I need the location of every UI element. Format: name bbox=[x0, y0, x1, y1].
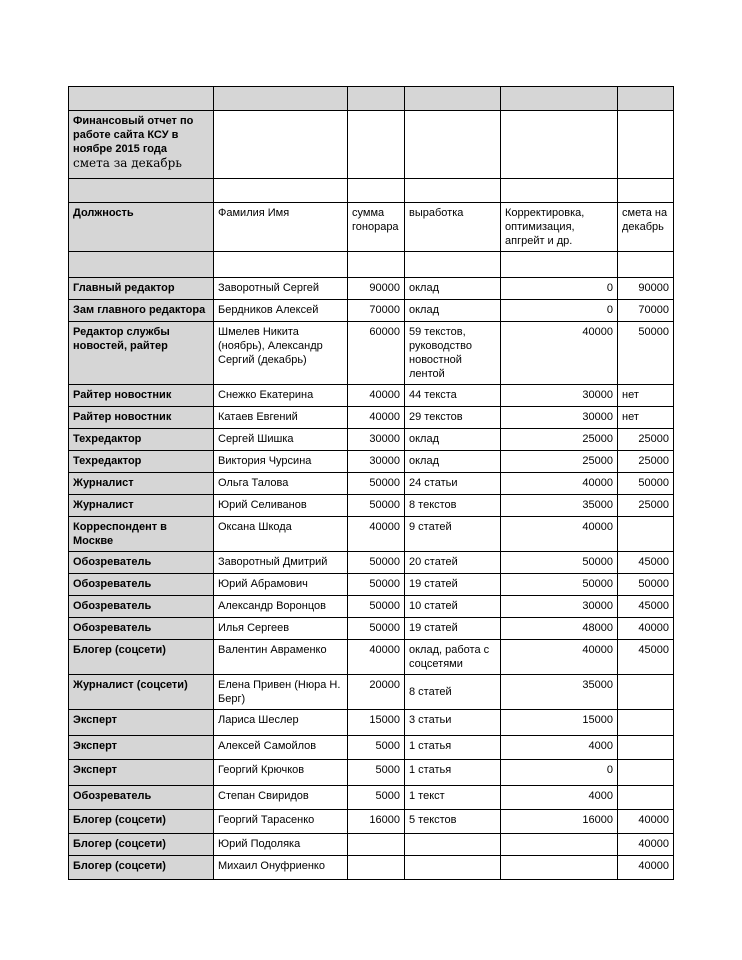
fee-cell bbox=[348, 856, 405, 880]
table-row bbox=[69, 517, 674, 552]
estimate-cell: 40000 bbox=[618, 856, 674, 880]
financial-report-table bbox=[68, 86, 674, 880]
table-row bbox=[69, 856, 674, 880]
position-cell: Обозреватель bbox=[69, 618, 214, 640]
adjustment-cell: 30000 bbox=[501, 385, 618, 407]
adjustment-cell: 4000 bbox=[501, 736, 618, 760]
adjustment-cell bbox=[501, 834, 618, 856]
name-cell: Александр Воронцов bbox=[214, 596, 348, 618]
name-cell: Юрий Селиванов bbox=[214, 495, 348, 517]
fee-cell: 30000 bbox=[348, 451, 405, 473]
header-output: выработка bbox=[405, 203, 501, 252]
output-cell: 8 текстов bbox=[405, 495, 501, 517]
adjustment-cell: 35000 bbox=[501, 495, 618, 517]
table-row bbox=[69, 760, 674, 786]
name-cell: Лариса Шеслер bbox=[214, 710, 348, 736]
output-cell: оклад bbox=[405, 278, 501, 300]
output-cell bbox=[405, 834, 501, 856]
adjustment-cell: 50000 bbox=[501, 574, 618, 596]
estimate-cell: 50000 bbox=[618, 322, 674, 385]
estimate-cell: 25000 bbox=[618, 429, 674, 451]
position-cell: Эксперт bbox=[69, 710, 214, 736]
position-cell: Главный редактор bbox=[69, 278, 214, 300]
adjustment-cell: 15000 bbox=[501, 710, 618, 736]
position-cell: Обозреватель bbox=[69, 552, 214, 574]
output-cell: 1 текст bbox=[405, 786, 501, 810]
table-row bbox=[69, 385, 674, 407]
table-row bbox=[69, 618, 674, 640]
position-cell: Обозреватель bbox=[69, 786, 214, 810]
estimate-cell: 40000 bbox=[618, 834, 674, 856]
position-cell: Блогер (соцсети) bbox=[69, 640, 214, 675]
header-position: Должность bbox=[69, 203, 214, 252]
output-cell: 1 статья bbox=[405, 760, 501, 786]
name-cell: Алексей Самойлов bbox=[214, 736, 348, 760]
table-row bbox=[69, 451, 674, 473]
report-title: Финансовый отчет по работе сайта КСУ в ноябре 2015 года bbox=[73, 115, 194, 155]
estimate-cell bbox=[618, 760, 674, 786]
position-cell: Техредактор bbox=[69, 451, 214, 473]
fee-cell: 40000 bbox=[348, 385, 405, 407]
name-cell: Сергей Шишка bbox=[214, 429, 348, 451]
output-cell: 59 текстов, руководство новостной лентой bbox=[405, 322, 501, 385]
header-fee: сумма гонорара bbox=[348, 203, 405, 252]
table-row bbox=[69, 322, 674, 385]
header-name: Фамилия Имя bbox=[214, 203, 348, 252]
adjustment-cell: 40000 bbox=[501, 322, 618, 385]
name-cell: Георгий Крючков bbox=[214, 760, 348, 786]
position-cell: Блогер (соцсети) bbox=[69, 834, 214, 856]
adjustment-cell: 0 bbox=[501, 760, 618, 786]
fee-cell: 5000 bbox=[348, 760, 405, 786]
name-cell: Илья Сергеев bbox=[214, 618, 348, 640]
name-cell: Елена Привен (Нюра Н. Берг) bbox=[214, 675, 348, 710]
estimate-cell: 25000 bbox=[618, 495, 674, 517]
table-row bbox=[69, 675, 674, 710]
estimate-cell: нет bbox=[618, 407, 674, 429]
title-row bbox=[69, 111, 674, 179]
output-cell: 19 статей bbox=[405, 574, 501, 596]
position-cell: Зам главного редактора bbox=[69, 300, 214, 322]
estimate-cell: 50000 bbox=[618, 574, 674, 596]
estimate-cell: нет bbox=[618, 385, 674, 407]
position-cell: Райтер новостник bbox=[69, 407, 214, 429]
adjustment-cell: 40000 bbox=[501, 517, 618, 552]
table-row bbox=[69, 429, 674, 451]
fee-cell: 20000 bbox=[348, 675, 405, 710]
table-row bbox=[69, 710, 674, 736]
position-cell: Блогер (соцсети) bbox=[69, 856, 214, 880]
estimate-cell: 90000 bbox=[618, 278, 674, 300]
fee-cell: 90000 bbox=[348, 278, 405, 300]
position-cell: Райтер новостник bbox=[69, 385, 214, 407]
output-cell: 10 статей bbox=[405, 596, 501, 618]
output-cell: 9 статей bbox=[405, 517, 501, 552]
adjustment-cell: 30000 bbox=[501, 596, 618, 618]
header-december-estimate: смета на декабрь bbox=[618, 203, 674, 252]
position-cell: Журналист (соцсети) bbox=[69, 675, 214, 710]
fee-cell: 70000 bbox=[348, 300, 405, 322]
spacer-row bbox=[69, 252, 674, 278]
name-cell: Заворотный Дмитрий bbox=[214, 552, 348, 574]
name-cell: Виктория Чурсина bbox=[214, 451, 348, 473]
estimate-cell bbox=[618, 786, 674, 810]
adjustment-cell: 25000 bbox=[501, 429, 618, 451]
fee-cell: 50000 bbox=[348, 574, 405, 596]
table-row bbox=[69, 473, 674, 495]
name-cell: Бердников Алексей bbox=[214, 300, 348, 322]
position-cell: Блогер (соцсети) bbox=[69, 810, 214, 834]
name-cell: Заворотный Сергей bbox=[214, 278, 348, 300]
table-row bbox=[69, 834, 674, 856]
name-cell: Степан Свиридов bbox=[214, 786, 348, 810]
table-row bbox=[69, 300, 674, 322]
table-row bbox=[69, 640, 674, 675]
adjustment-cell bbox=[501, 856, 618, 880]
name-cell: Михаил Онуфриенко bbox=[214, 856, 348, 880]
estimate-cell bbox=[618, 675, 674, 710]
estimate-cell: 40000 bbox=[618, 618, 674, 640]
output-cell: оклад bbox=[405, 451, 501, 473]
adjustment-cell: 25000 bbox=[501, 451, 618, 473]
output-cell: 1 статья bbox=[405, 736, 501, 760]
fee-cell: 40000 bbox=[348, 517, 405, 552]
output-cell: оклад bbox=[405, 300, 501, 322]
output-cell: оклад bbox=[405, 429, 501, 451]
estimate-cell bbox=[618, 710, 674, 736]
header-row bbox=[69, 203, 674, 252]
output-cell: 29 текстов bbox=[405, 407, 501, 429]
position-cell: Обозреватель bbox=[69, 574, 214, 596]
report-title-cell bbox=[69, 111, 214, 179]
output-cell: оклад, работа с соцсетями bbox=[405, 640, 501, 675]
name-cell: Оксана Шкода bbox=[214, 517, 348, 552]
position-cell: Техредактор bbox=[69, 429, 214, 451]
adjustment-cell: 48000 bbox=[501, 618, 618, 640]
table-row bbox=[69, 810, 674, 834]
name-cell: Валентин Авраменко bbox=[214, 640, 348, 675]
fee-cell: 40000 bbox=[348, 407, 405, 429]
adjustment-cell: 0 bbox=[501, 278, 618, 300]
output-cell: 5 текстов bbox=[405, 810, 501, 834]
fee-cell: 50000 bbox=[348, 596, 405, 618]
name-cell: Ольга Талова bbox=[214, 473, 348, 495]
estimate-cell: 45000 bbox=[618, 640, 674, 675]
name-cell: Катаев Евгений bbox=[214, 407, 348, 429]
fee-cell: 15000 bbox=[348, 710, 405, 736]
report-subtitle: смета за декабрь bbox=[73, 156, 182, 170]
spacer-row bbox=[69, 179, 674, 203]
estimate-cell: 45000 bbox=[618, 596, 674, 618]
adjustment-cell: 0 bbox=[501, 300, 618, 322]
adjustment-cell: 16000 bbox=[501, 810, 618, 834]
estimate-cell: 40000 bbox=[618, 810, 674, 834]
estimate-cell: 50000 bbox=[618, 473, 674, 495]
position-cell: Эксперт bbox=[69, 760, 214, 786]
table-row bbox=[69, 596, 674, 618]
name-cell: Шмелев Никита (ноябрь), Александр Сергий (декабрь) bbox=[214, 322, 348, 385]
fee-cell: 50000 bbox=[348, 473, 405, 495]
fee-cell: 50000 bbox=[348, 618, 405, 640]
table-row bbox=[69, 574, 674, 596]
output-cell: 3 статьи bbox=[405, 710, 501, 736]
fee-cell: 5000 bbox=[348, 736, 405, 760]
adjustment-cell: 30000 bbox=[501, 407, 618, 429]
fee-cell: 50000 bbox=[348, 552, 405, 574]
table-row bbox=[69, 278, 674, 300]
adjustment-cell: 40000 bbox=[501, 473, 618, 495]
position-cell: Корреспондент в Москве bbox=[69, 517, 214, 552]
fee-cell: 60000 bbox=[348, 322, 405, 385]
position-cell: Журналист bbox=[69, 495, 214, 517]
header-adjustment: Корректировка, оптимизация, апгрейт и др. bbox=[501, 203, 618, 252]
fee-cell: 40000 bbox=[348, 640, 405, 675]
fee-cell: 50000 bbox=[348, 495, 405, 517]
table-row bbox=[69, 495, 674, 517]
output-cell: 8 статей bbox=[405, 675, 501, 710]
adjustment-cell: 40000 bbox=[501, 640, 618, 675]
adjustment-cell: 4000 bbox=[501, 786, 618, 810]
estimate-cell: 45000 bbox=[618, 552, 674, 574]
output-cell: 44 текста bbox=[405, 385, 501, 407]
output-cell bbox=[405, 856, 501, 880]
table-row bbox=[69, 786, 674, 810]
name-cell: Георгий Тарасенко bbox=[214, 810, 348, 834]
name-cell: Юрий Подоляка bbox=[214, 834, 348, 856]
name-cell: Снежко Екатерина bbox=[214, 385, 348, 407]
top-gray-row bbox=[69, 87, 674, 111]
output-cell: 24 статьи bbox=[405, 473, 501, 495]
adjustment-cell: 35000 bbox=[501, 675, 618, 710]
estimate-cell bbox=[618, 736, 674, 760]
output-cell: 19 статей bbox=[405, 618, 501, 640]
output-cell: 20 статей bbox=[405, 552, 501, 574]
estimate-cell: 70000 bbox=[618, 300, 674, 322]
fee-cell: 5000 bbox=[348, 786, 405, 810]
position-cell: Эксперт bbox=[69, 736, 214, 760]
position-cell: Журналист bbox=[69, 473, 214, 495]
table-row bbox=[69, 736, 674, 760]
position-cell: Обозреватель bbox=[69, 596, 214, 618]
name-cell: Юрий Абрамович bbox=[214, 574, 348, 596]
position-cell: Редактор службы новостей, райтер bbox=[69, 322, 214, 385]
fee-cell: 30000 bbox=[348, 429, 405, 451]
table-row bbox=[69, 407, 674, 429]
adjustment-cell: 50000 bbox=[501, 552, 618, 574]
estimate-cell bbox=[618, 517, 674, 552]
table-row bbox=[69, 552, 674, 574]
fee-cell: 16000 bbox=[348, 810, 405, 834]
fee-cell bbox=[348, 834, 405, 856]
estimate-cell: 25000 bbox=[618, 451, 674, 473]
